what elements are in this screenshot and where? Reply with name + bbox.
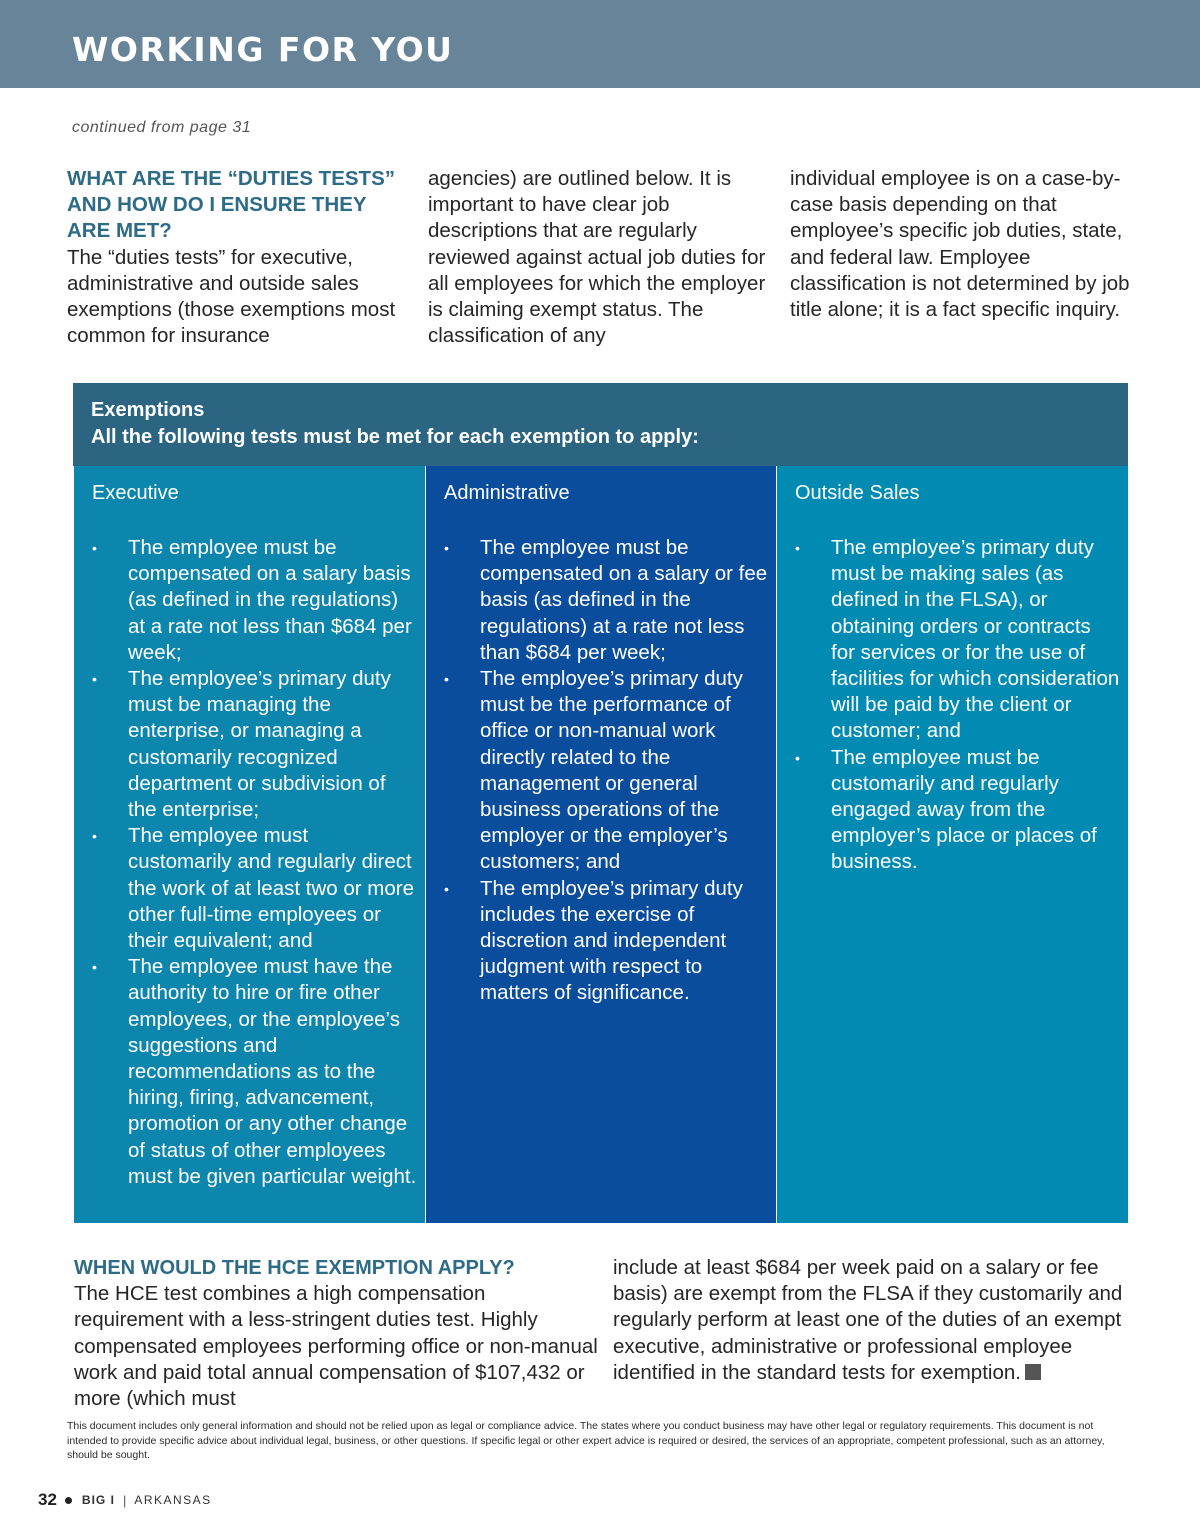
- page-number: 32: [38, 1490, 57, 1509]
- state-name: ARKANSAS: [134, 1493, 212, 1507]
- bullet-icon: •: [444, 671, 449, 688]
- hce-column-right: [613, 1255, 1143, 1386]
- hce-column-left: [74, 1255, 599, 1412]
- list-item: • The employee’s primary duty must be the performance of office or non-manual work directly related to the management or general business operations of the employer or the employer’s customers; and: [444, 667, 743, 874]
- intro-column-2: [428, 166, 773, 349]
- disclaimer: This document includes only general information and should not be relied upon as legal or compliance advice. The states where you conduct business may have other legal or regulatory requirements. This document is not intended to provide specific advice about individual legal, business, or other questions. If specific legal or other expert advice is required or desired, the services of an appropriate, competent professional, such as an attorney, should be sought.: [67, 1420, 1105, 1462]
- list-item: • The employee must be customarily and regularly engaged away from the employer’s place or places of business.: [795, 745, 1097, 874]
- bullet-icon: •: [92, 828, 97, 845]
- list-item: • The employee must be compensated on a salary basis (as defined in the regulations) at a rate not less than $684 per week;: [92, 536, 412, 664]
- bullet-dot-icon: [65, 1497, 72, 1504]
- page-footer: [38, 1489, 212, 1511]
- hce-heading: WHEN WOULD THE HCE EXEMPTION APPLY?: [74, 1257, 515, 1279]
- bullet-icon: •: [444, 880, 449, 897]
- list-item: • The employee must be compensated on a salary or fee basis (as defined in the regulations) at a rate not less than $684 per week;: [444, 536, 768, 664]
- outside-sales-column: [777, 466, 1128, 1223]
- exemptions-subtitle: All the following tests must be met for each exemption to apply:: [91, 426, 699, 448]
- bullet-icon: •: [92, 671, 97, 688]
- list-item: • The employee must have the authority to hire or fire other employees, or the employee’s suggestions and recommendations as to the hiring, firing, advancement, promotion or any other change of status of other employees must be given particular weight.: [92, 955, 417, 1188]
- list-item: • The employee’s primary duty includes the exercise of discretion and independent judgment with respect to matters of significance.: [444, 876, 743, 1005]
- administrative-column-title: Administrative: [444, 482, 570, 504]
- bullet-icon: •: [92, 540, 97, 556]
- executive-list: [74, 535, 425, 1190]
- outside-sales-list: [777, 535, 1128, 876]
- bullet-icon: •: [92, 959, 97, 976]
- intro-paragraph-2: agencies) are outlined below. It is important to have clear job descriptions that are regularly reviewed against actual job duties for all employees for which the employer is claiming exempt status. The classification of any: [428, 167, 766, 348]
- executive-column-title: Executive: [92, 482, 179, 504]
- administrative-list: [426, 535, 776, 1007]
- intro-column-1: [67, 166, 412, 349]
- hce-paragraph-2: include at least $684 per week paid on a salary or fee basis) are exempt from the FLSA if they customarily and regularly perform at least one of the duties of an exempt executive, administrative or professional employee identified in the standard tests for exemption.: [613, 1256, 1123, 1384]
- intro-column-3: [790, 166, 1135, 323]
- administrative-column: [426, 466, 776, 1223]
- exemptions-table: [73, 383, 1128, 1223]
- bullet-icon: •: [444, 540, 449, 556]
- exemptions-header: [73, 383, 1128, 466]
- hce-paragraph-1: The HCE test combines a high compensation requirement with a less-stringent duties test. Highly compensated employees performing office or non-manual work and paid total annual compensation of $107,432 or more (which must: [74, 1282, 598, 1411]
- publication-name: BIG I: [81, 1493, 115, 1507]
- header-banner: [0, 0, 1200, 88]
- duties-tests-heading: WHAT ARE THE “DUTIES TESTS” AND HOW DO I ENSURE THEY ARE MET?: [67, 167, 395, 243]
- list-item: • The employee’s primary duty must be making sales (as defined in the FLSA), or obtaining orders or contracts for services or for the use of facilities for which consideration will be paid by the client or customer; and: [795, 536, 1120, 743]
- bullet-icon: •: [795, 749, 800, 766]
- continued-note: continued from page 31: [72, 119, 252, 136]
- exemptions-title: Exemptions: [91, 399, 205, 421]
- list-item: • The employee’s primary duty must be managing the enterprise, or managing a customarily recognized department or subdivision of the enterprise;: [92, 667, 391, 822]
- bullet-icon: •: [795, 540, 800, 556]
- list-item: • The employee must customarily and regularly direct the work of at least two or more other full-time employees or their equivalent; and: [92, 824, 414, 953]
- section-title: WORKING FOR YOU: [72, 30, 454, 69]
- outside-sales-column-title: Outside Sales: [795, 482, 920, 504]
- footer-separator: |: [122, 1492, 127, 1508]
- intro-paragraph-1: The “duties tests” for executive, administrative and outside sales exemptions (those exemptions most common for insurance: [67, 245, 396, 348]
- end-of-article-icon: [1025, 1364, 1041, 1380]
- executive-column: [74, 466, 425, 1223]
- intro-paragraph-3: individual employee is on a case-by-case basis depending on that employee’s specific job duties, state, and federal law. Employee classification is not determined by job title alone; it is a fact specific inquiry.: [790, 167, 1130, 322]
